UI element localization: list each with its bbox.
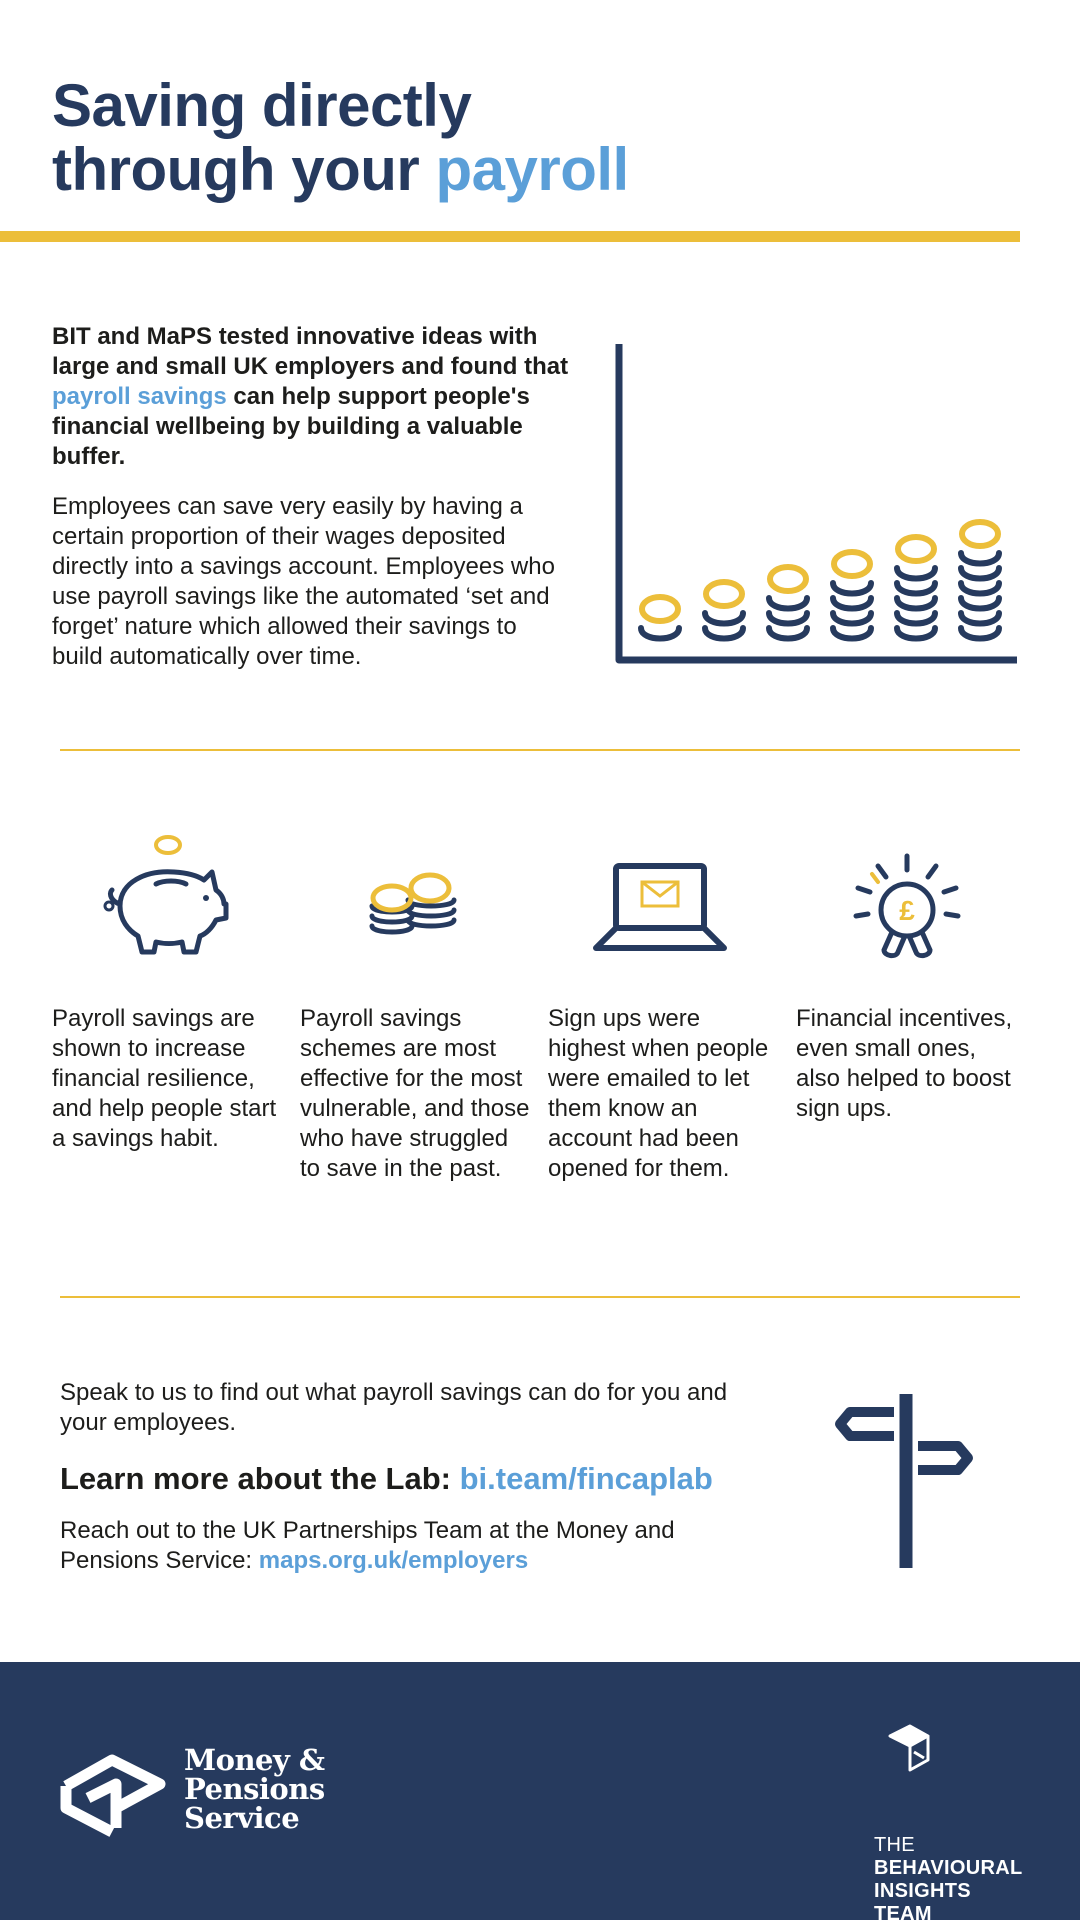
coin-edge [897, 628, 935, 639]
page-title [52, 74, 629, 202]
coin-edge [897, 598, 935, 609]
lead-text-1: BIT and MaPS tested innovative ideas with large and small UK employers and found that [52, 323, 569, 380]
lead-text-2: can help support people's financial wellbeing by building a valuable buffer. [52, 383, 530, 470]
coin-edge [833, 583, 871, 594]
cta-learn-more [60, 1460, 760, 1498]
lead-highlight: payroll savings [52, 383, 227, 410]
bit-line-2: INSIGHTS [874, 1880, 971, 1902]
coin-edge [769, 628, 807, 639]
coin-edge [833, 613, 871, 624]
piggy-bank-icon [98, 832, 232, 960]
coin-edge [769, 598, 807, 609]
title-underline [0, 231, 1020, 242]
money-pensions-service-logo-icon [58, 1748, 168, 1838]
bit-wordmark [874, 1834, 1023, 1926]
bit-line-3: TEAM [874, 1903, 932, 1925]
coin-edge [705, 613, 743, 624]
coin-stack [961, 522, 999, 639]
bit-cube-icon [886, 1724, 932, 1772]
coin-stacks-illustration [612, 342, 1022, 668]
maps-name-line-2: Pensions [184, 1772, 325, 1806]
coin-edge [897, 568, 935, 579]
section-divider-2 [60, 1296, 1020, 1298]
intro-section [52, 322, 572, 672]
intro-lead [52, 322, 572, 472]
title-line-1: Saving directly [52, 72, 472, 139]
title-line-2: through your [52, 136, 436, 203]
title-accent: payroll [435, 136, 629, 203]
intro-body: Employees can save very easily by having a certain proportion of their wages deposited directly into a savings account. Employees who use payroll savings like the automated ‘set and forget’ nature which allowed their savings to build automatically over time. [52, 493, 555, 670]
learn-more-label: Learn more about the Lab: [60, 1461, 460, 1496]
money-pensions-service-wordmark [184, 1743, 325, 1835]
coin-stacks [641, 522, 999, 639]
fact-1-text: Payroll savings are shown to increase financial resilience, and help people start a savings habit. [52, 1005, 277, 1152]
cta-reach-out [60, 1516, 760, 1576]
coin-edge [961, 598, 999, 609]
coin-edge [961, 613, 999, 624]
coin-edge [961, 553, 999, 564]
fact-4 [796, 1004, 1026, 1124]
coin-stack [897, 537, 935, 639]
reach-out-label: Reach out to the UK Partnerships Team at the Money and Pensions Service: [60, 1517, 675, 1574]
coin-edge [833, 628, 871, 639]
maps-employers-link[interactable]: maps.org.uk/employers [258, 1547, 529, 1574]
svg-text:£: £ [899, 895, 915, 926]
fact-3 [548, 1004, 778, 1184]
call-to-action [60, 1378, 760, 1576]
section-divider-1 [60, 749, 1020, 751]
coin-top [834, 552, 870, 576]
coin-top [706, 582, 742, 606]
fact-2-text: Payroll savings schemes are most effective for the most vulnerable, and those who have struggled to save in the past. [300, 1005, 530, 1182]
footer [0, 1662, 1080, 1925]
coin-stack [705, 582, 743, 639]
maps-name-line-3: Service [184, 1801, 300, 1835]
laptop-email-icon [592, 862, 728, 952]
coin-edge [961, 583, 999, 594]
coin-edge [897, 583, 935, 594]
signpost-icon [834, 1388, 974, 1574]
fact-4-text: Financial incentives, even small ones, also helped to boost sign ups. [796, 1005, 1013, 1122]
coin-edge [897, 613, 935, 624]
coin-edge [833, 598, 871, 609]
coin-top [962, 522, 998, 546]
fact-1 [52, 1004, 282, 1154]
coin-edge [769, 613, 807, 624]
maps-name-line-1: Money & [184, 1743, 325, 1777]
bit-the: THE [874, 1834, 915, 1856]
coin-edge [705, 628, 743, 639]
pound-medal-icon [852, 852, 962, 960]
cta-speak-text: Speak to us to find out what payroll savings can do for you and your employees. [60, 1379, 728, 1436]
fact-2 [300, 1004, 530, 1184]
coin-edge [961, 628, 999, 639]
coin-top [898, 537, 934, 561]
bit-line-1: BEHAVIOURAL [874, 1857, 1023, 1879]
coin-top [642, 597, 678, 621]
coins-icon [368, 868, 458, 948]
coin-edge [961, 568, 999, 579]
coin-edge [641, 628, 679, 639]
coin-stack [641, 597, 679, 639]
fact-3-text: Sign ups were highest when people were emailed to let them know an account had been opened for them. [548, 1005, 769, 1182]
coin-stack [833, 552, 871, 639]
fincaplab-link[interactable]: bi.team/fincaplab [459, 1461, 713, 1496]
coin-stack [769, 567, 807, 639]
coin-top [770, 567, 806, 591]
